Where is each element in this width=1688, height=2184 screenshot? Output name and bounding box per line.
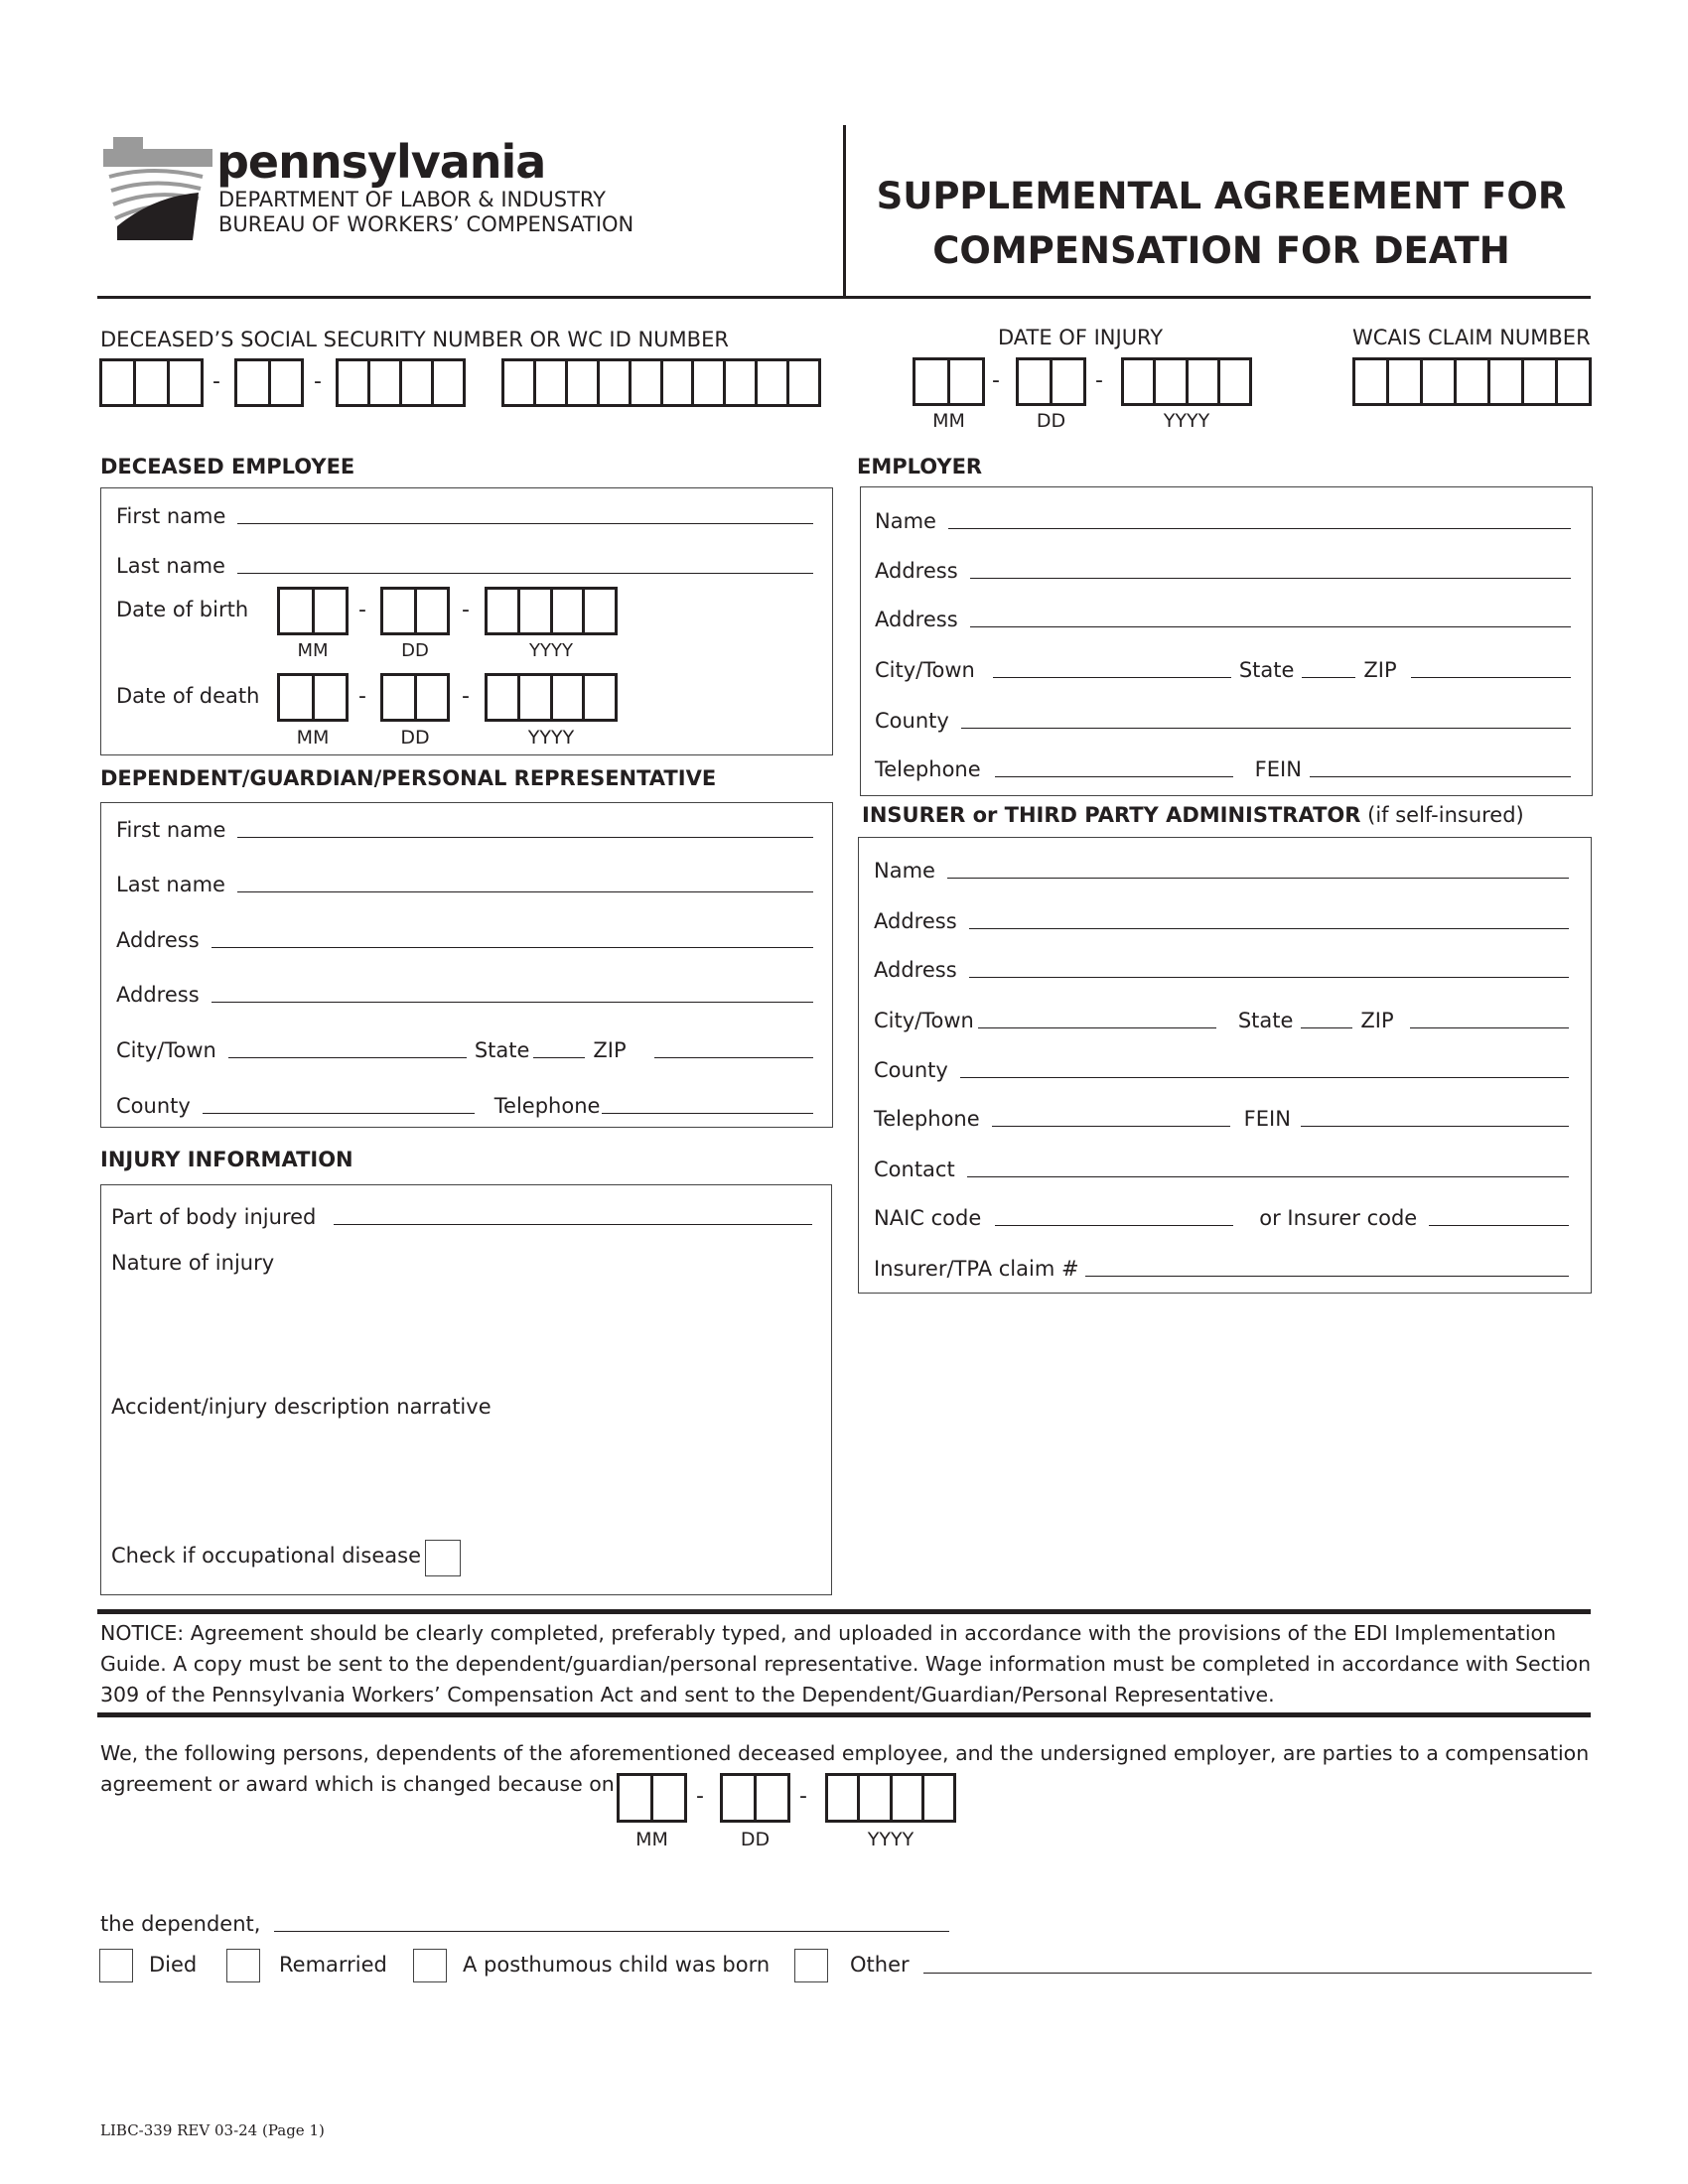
field-label: City/Town <box>874 1009 974 1032</box>
insurer-county-field[interactable] <box>874 1054 1577 1082</box>
digit-cell[interactable] <box>488 590 517 632</box>
notice-line: Guide. A copy must be sent to the dependent/guardian/personal representative. Wage information must be completed in accordance with Section <box>100 1652 1592 1676</box>
address-input[interactable] <box>970 607 1571 627</box>
address-input[interactable] <box>211 927 813 948</box>
digit-cell[interactable] <box>828 1776 857 1820</box>
dash: - <box>696 1784 704 1809</box>
notice-line: NOTICE: Agreement should be clearly completed, preferably typed, and uploaded in accordance with the provisions of the EDI Implementation <box>100 1621 1557 1645</box>
first-name-input[interactable] <box>237 817 813 838</box>
city-input[interactable] <box>978 1008 1216 1028</box>
digit-cell[interactable] <box>1217 360 1249 403</box>
digit-cell[interactable] <box>1386 360 1420 403</box>
dash: - <box>992 368 1000 393</box>
address-input[interactable] <box>969 957 1569 978</box>
field-label: Address <box>875 559 958 583</box>
dependent-county-telephone-field[interactable] <box>116 1090 821 1118</box>
digit-cell[interactable] <box>1454 360 1487 403</box>
part-of-body-input[interactable] <box>334 1204 812 1225</box>
digit-cell[interactable] <box>517 590 550 632</box>
last-name-input[interactable] <box>237 553 813 574</box>
dob-year-input[interactable] <box>485 587 618 635</box>
first-name-input[interactable] <box>237 503 813 524</box>
dd-label: DD <box>401 640 429 661</box>
digit-cell[interactable] <box>339 361 367 404</box>
wc-id-input[interactable] <box>501 358 821 407</box>
insurer-claim-number-field[interactable] <box>874 1253 1577 1281</box>
title-line-1: SUPPLEMENTAL AGREEMENT FOR <box>876 175 1567 217</box>
dd-label: DD <box>400 727 430 749</box>
digit-cell[interactable] <box>1050 360 1083 403</box>
county-input[interactable] <box>961 708 1571 729</box>
dash: - <box>358 684 366 709</box>
insurer-contact-field[interactable] <box>874 1154 1577 1181</box>
field-label: Address <box>116 983 200 1007</box>
fein-input[interactable] <box>1310 756 1571 777</box>
insurer-telephone-fein-field[interactable] <box>874 1103 1577 1131</box>
state-input[interactable] <box>1302 657 1355 678</box>
part-of-body-field[interactable] <box>111 1201 820 1229</box>
digit-cell[interactable] <box>1487 360 1521 403</box>
county-input[interactable] <box>203 1093 475 1114</box>
dependent-change-field[interactable] <box>100 1908 949 1936</box>
injury-day-input[interactable] <box>1016 357 1086 406</box>
ssn-label: DECEASED’S SOCIAL SECURITY NUMBER OR WC ID NUMBER <box>100 328 729 351</box>
mm-label: MM <box>297 640 329 661</box>
digit-cell[interactable] <box>431 361 463 404</box>
digit-cell[interactable] <box>1124 360 1153 403</box>
insurer-name-field[interactable] <box>874 855 1577 883</box>
dod-year-input[interactable] <box>485 673 618 722</box>
digit-cell[interactable] <box>550 590 583 632</box>
dash: - <box>314 369 322 394</box>
field-label: State <box>1237 1009 1294 1032</box>
contact-input[interactable] <box>967 1157 1569 1177</box>
mm-label: MM <box>296 727 330 749</box>
field-label: Address <box>875 608 958 631</box>
other-checkbox[interactable] <box>794 1949 828 1982</box>
field-label: Insurer/TPA claim # <box>874 1257 1079 1281</box>
name-input[interactable] <box>948 508 1571 529</box>
county-input[interactable] <box>960 1057 1569 1078</box>
insurer-heading-note: (if self-insured) <box>1360 803 1524 827</box>
digit-cell[interactable] <box>915 360 947 403</box>
dash: - <box>358 598 366 622</box>
state-input[interactable] <box>1301 1008 1352 1028</box>
digit-cell[interactable] <box>237 361 268 404</box>
digit-cell[interactable] <box>723 1776 754 1820</box>
digit-cell[interactable] <box>947 360 982 403</box>
field-label: ZIP <box>1360 1009 1394 1032</box>
fein-input[interactable] <box>1301 1106 1569 1127</box>
form-footer: LIBC-339 REV 03-24 (Page 1) <box>100 2121 325 2139</box>
other-label: Other <box>850 1953 910 1977</box>
field-label: First name <box>116 504 226 528</box>
digit-cell[interactable] <box>620 1776 650 1820</box>
notice-rule-bottom <box>97 1712 1591 1717</box>
claim-number-input[interactable] <box>1085 1256 1569 1277</box>
yyyy-label: YYYY <box>529 640 573 661</box>
ssn-part-1-input[interactable] <box>99 358 204 407</box>
digit-cell[interactable] <box>691 361 723 404</box>
field-label: First name <box>116 818 226 842</box>
field-label: State <box>474 1038 530 1062</box>
address-input[interactable] <box>970 558 1571 579</box>
notice-text <box>100 1618 1591 1710</box>
employer-city-state-zip-field[interactable] <box>875 654 1579 682</box>
telephone-input[interactable] <box>992 1106 1230 1127</box>
employer-name-field[interactable] <box>875 505 1579 533</box>
zip-input[interactable] <box>1411 657 1571 678</box>
naic-code-input[interactable] <box>995 1205 1233 1226</box>
form-title <box>854 169 1589 278</box>
digit-cell[interactable] <box>890 1776 921 1820</box>
header-rule <box>97 296 1591 299</box>
digit-cell[interactable] <box>280 676 312 719</box>
employer-telephone-fein-field[interactable] <box>875 753 1579 781</box>
employer-address-1-field[interactable] <box>875 555 1579 583</box>
yyyy-label: YYYY <box>867 1829 914 1850</box>
address-input[interactable] <box>969 908 1569 929</box>
nature-of-injury-input[interactable] <box>111 1281 820 1390</box>
field-label: Telephone <box>493 1094 601 1118</box>
field-label: Contact <box>874 1158 955 1181</box>
employer-county-field[interactable] <box>875 705 1579 733</box>
digit-cell[interactable] <box>582 676 615 719</box>
wcais-claim-input[interactable] <box>1352 357 1592 406</box>
employer-address-2-field[interactable] <box>875 604 1579 631</box>
digit-cell[interactable] <box>565 361 597 404</box>
deceased-heading: DECEASED EMPLOYEE <box>100 455 355 478</box>
field-label: Address <box>874 909 957 933</box>
field-label: ZIP <box>593 1038 627 1062</box>
change-day-input[interactable] <box>720 1773 790 1823</box>
dob-label: Date of birth <box>116 598 249 621</box>
yyyy-label: YYYY <box>1163 410 1210 432</box>
ssn-part-2-input[interactable] <box>234 358 304 407</box>
field-label: State <box>1238 658 1295 682</box>
digit-cell[interactable] <box>280 590 312 632</box>
field-label: Last name <box>116 873 225 896</box>
employer-heading: EMPLOYER <box>857 455 983 478</box>
field-label: County <box>875 709 949 733</box>
yyyy-label: YYYY <box>527 727 575 749</box>
digit-cell[interactable] <box>550 676 583 719</box>
dod-label: Date of death <box>116 684 260 708</box>
digit-cell[interactable] <box>414 590 448 632</box>
remarried-checkbox[interactable] <box>226 1949 260 1982</box>
department-name: DEPARTMENT OF LABOR & INDUSTRY <box>218 188 607 211</box>
dependent-section <box>100 802 833 1128</box>
field-label: Last name <box>116 554 225 578</box>
injury-year-input[interactable] <box>1121 357 1252 406</box>
digit-cell[interactable] <box>1153 360 1185 403</box>
occupational-disease-label: Check if occupational disease <box>111 1544 421 1568</box>
dependent-first-name-field[interactable] <box>116 814 821 842</box>
digit-cell[interactable] <box>786 361 818 404</box>
dash: - <box>462 598 470 622</box>
digit-cell[interactable] <box>312 590 347 632</box>
field-label: or Insurer code <box>1259 1206 1418 1230</box>
dependent-last-name-field[interactable] <box>116 869 821 896</box>
dependent-address-2-field[interactable] <box>116 979 821 1007</box>
field-label: the dependent, <box>100 1912 261 1936</box>
field-label: Telephone <box>874 1107 980 1131</box>
address-input[interactable] <box>211 982 813 1003</box>
ssn-part-3-input[interactable] <box>336 358 466 407</box>
insurer-heading <box>862 803 1524 827</box>
zip-input[interactable] <box>654 1037 813 1058</box>
digit-cell[interactable] <box>1420 360 1454 403</box>
change-year-input[interactable] <box>825 1773 956 1823</box>
digit-cell[interactable] <box>597 361 629 404</box>
field-label: County <box>874 1058 948 1082</box>
occupational-disease-checkbox[interactable] <box>425 1540 461 1576</box>
digit-cell[interactable] <box>533 361 565 404</box>
digit-cell[interactable] <box>312 676 347 719</box>
digit-cell[interactable] <box>723 361 755 404</box>
field-label: Name <box>875 509 936 533</box>
insurer-city-state-zip-field[interactable] <box>874 1005 1577 1032</box>
dependent-change-input[interactable] <box>274 1911 949 1932</box>
keystone-logo-icon <box>103 137 212 240</box>
zip-input[interactable] <box>1410 1008 1569 1028</box>
dod-month-input[interactable] <box>277 673 349 722</box>
field-label: ZIP <box>1363 658 1397 682</box>
died-label: Died <box>149 1953 198 1977</box>
digit-cell[interactable] <box>582 590 615 632</box>
digit-cell[interactable] <box>268 361 302 404</box>
narrative-input[interactable] <box>111 1425 820 1534</box>
dash: - <box>1095 368 1103 393</box>
digit-cell[interactable] <box>1555 360 1589 403</box>
city-input[interactable] <box>993 657 1231 678</box>
dash: - <box>212 369 220 394</box>
digit-cell[interactable] <box>1355 360 1386 403</box>
digit-cell[interactable] <box>755 361 786 404</box>
field-label: FEIN <box>1254 757 1302 781</box>
insurer-address-1-field[interactable] <box>874 905 1577 933</box>
digit-cell[interactable] <box>517 676 550 719</box>
field-label: NAIC code <box>874 1206 982 1230</box>
other-input[interactable] <box>923 1973 1592 1974</box>
change-month-input[interactable] <box>617 1773 687 1823</box>
last-name-input[interactable] <box>237 872 813 892</box>
digit-cell[interactable] <box>629 361 660 404</box>
digit-cell[interactable] <box>857 1776 889 1820</box>
digit-cell[interactable] <box>1186 360 1217 403</box>
deceased-last-name-field[interactable] <box>116 550 821 578</box>
wcais-label: WCAIS CLAIM NUMBER <box>1352 326 1591 349</box>
digit-cell[interactable] <box>921 1776 953 1820</box>
insurer-heading-text: INSURER or THIRD PARTY ADMINISTRATOR <box>862 803 1361 827</box>
insurer-code-input[interactable] <box>1429 1205 1569 1226</box>
notice-rule-top <box>97 1609 1591 1614</box>
digit-cell[interactable] <box>504 361 533 404</box>
state-input[interactable] <box>533 1037 585 1058</box>
mm-label: MM <box>932 410 965 432</box>
dd-label: DD <box>1036 410 1066 432</box>
digit-cell[interactable] <box>383 676 414 719</box>
remarried-label: Remarried <box>279 1953 387 1977</box>
dob-month-input[interactable] <box>277 587 349 635</box>
dependent-address-1-field[interactable] <box>116 924 821 952</box>
injury-month-input[interactable] <box>913 357 985 406</box>
date-of-injury-label: DATE OF INJURY <box>998 326 1164 349</box>
bureau-name: BUREAU OF WORKERS’ COMPENSATION <box>218 212 634 236</box>
injury-heading: INJURY INFORMATION <box>100 1148 353 1171</box>
nature-of-injury-label: Nature of injury <box>111 1251 275 1275</box>
field-label: Address <box>874 958 957 982</box>
city-input[interactable] <box>228 1037 467 1058</box>
dob-day-input[interactable] <box>380 587 450 635</box>
digit-cell[interactable] <box>754 1776 787 1820</box>
agreement-line: We, the following persons, dependents of the aforementioned deceased employee, and the undersigned employer, are parties to a compensation <box>100 1741 1590 1765</box>
narrative-label: Accident/injury description narrative <box>111 1395 492 1419</box>
posthumous-child-label: A posthumous child was born <box>463 1953 771 1977</box>
field-label: Part of body injured <box>111 1205 317 1229</box>
digit-cell[interactable] <box>650 1776 684 1820</box>
dependent-city-state-zip-field[interactable] <box>116 1034 821 1062</box>
dash: - <box>462 684 470 709</box>
field-label: Telephone <box>875 757 981 781</box>
field-label: County <box>116 1094 191 1118</box>
digit-cell[interactable] <box>1019 360 1050 403</box>
notice-line: 309 of the Pennsylvania Workers’ Compensation Act and sent to the Dependent/Guardian/Personal Representative. <box>100 1683 1275 1706</box>
field-label: Name <box>874 859 935 883</box>
header-divider <box>843 125 846 298</box>
dependent-heading: DEPENDENT/GUARDIAN/PERSONAL REPRESENTATIVE <box>100 766 717 790</box>
field-label: Address <box>116 928 200 952</box>
name-input[interactable] <box>947 858 1569 879</box>
telephone-input[interactable] <box>602 1093 813 1114</box>
digit-cell[interactable] <box>488 676 517 719</box>
mm-label: MM <box>635 1829 668 1850</box>
dod-day-input[interactable] <box>380 673 450 722</box>
digit-cell[interactable] <box>102 361 133 404</box>
logo-wordmark: pennsylvania <box>216 135 546 189</box>
digit-cell[interactable] <box>1521 360 1555 403</box>
digit-cell[interactable] <box>399 361 431 404</box>
digit-cell[interactable] <box>660 361 692 404</box>
digit-cell[interactable] <box>133 361 167 404</box>
digit-cell[interactable] <box>367 361 399 404</box>
digit-cell[interactable] <box>167 361 201 404</box>
deceased-first-name-field[interactable] <box>116 500 821 528</box>
title-line-2: COMPENSATION FOR DEATH <box>932 229 1510 272</box>
field-label: FEIN <box>1243 1107 1291 1131</box>
dash: - <box>799 1784 807 1809</box>
field-label: City/Town <box>116 1038 216 1062</box>
digit-cell[interactable] <box>414 676 448 719</box>
posthumous-child-checkbox[interactable] <box>413 1949 447 1982</box>
died-checkbox[interactable] <box>99 1949 133 1982</box>
telephone-input[interactable] <box>995 756 1233 777</box>
insurer-address-2-field[interactable] <box>874 954 1577 982</box>
digit-cell[interactable] <box>383 590 414 632</box>
field-label: City/Town <box>875 658 975 682</box>
agreement-line: agreement or award which is changed because on <box>100 1772 615 1796</box>
dd-label: DD <box>740 1829 771 1850</box>
insurer-naic-field[interactable] <box>874 1202 1577 1230</box>
